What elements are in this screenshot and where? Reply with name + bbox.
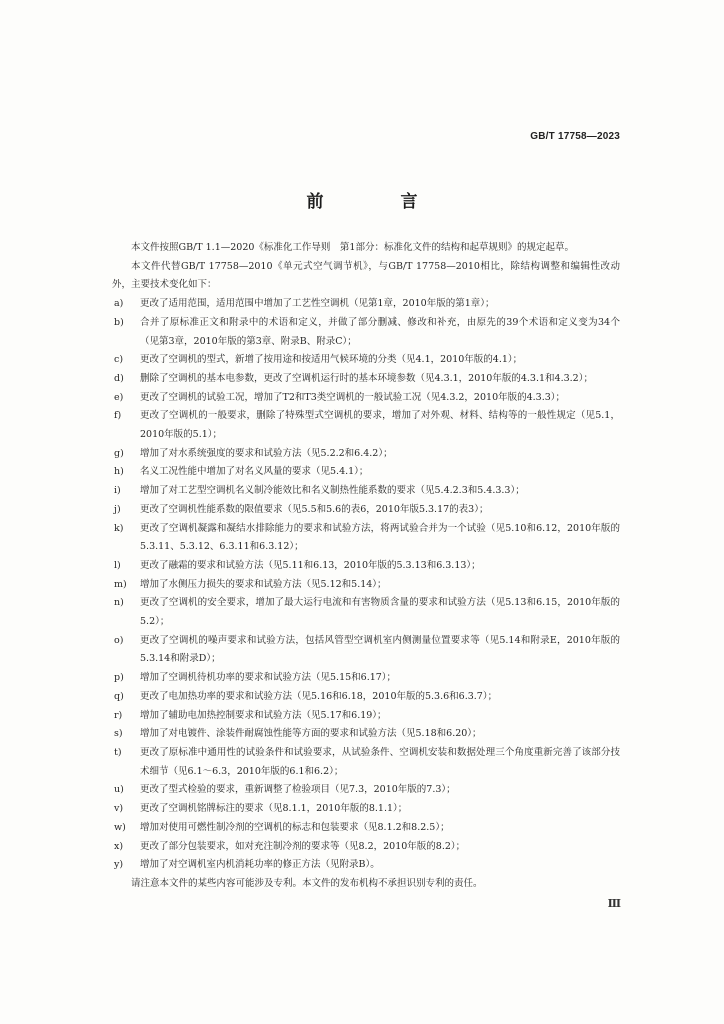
closing-paragraph: 请注意本文件的某些内容可能涉及专利。本文件的发布机构不承担识别专利的责任。 — [131, 877, 483, 889]
list-item-text: 更改了融霜的要求和试验方法（见5.11和6.13，2010年版的5.3.13和6.3.13）； — [140, 559, 481, 571]
list-item-text: 更改了原标准中通用性的试验条件和试验要求，从试验条件、空调机安装和数据处理三个角度重新完善了该部分技术细节（见6.1～6.3，2010年版的6.1和6.2）； — [140, 746, 620, 777]
list-item — [112, 725, 620, 744]
changes-list — [112, 295, 620, 875]
list-item — [112, 482, 620, 501]
list-item-label: r) — [114, 709, 123, 721]
page-title: 前 言 — [306, 192, 448, 212]
list-item-label: s) — [114, 728, 123, 740]
list-item-label: h) — [114, 466, 124, 478]
list-item-text: 更改了空调机性能系数的限值要求（见5.5和5.6的表6，2010年版5.3.17的表3）； — [140, 503, 489, 515]
list-item-label: u) — [114, 784, 124, 796]
list-item — [112, 501, 620, 520]
list-item-text: 增加对使用可燃性制冷剂的空调机的标志和包装要求（见8.1.2和8.2.5）； — [140, 821, 450, 833]
list-item — [112, 800, 620, 819]
list-item — [112, 407, 620, 444]
foreword-body — [112, 239, 620, 894]
standard-code: GB/T 17758—2023 — [530, 131, 620, 142]
list-item — [112, 781, 620, 800]
list-item-text: 增加了对工艺型空调机名义制冷能效比和名义制热性能系数的要求（见5.4.2.3和5.4.3.3）； — [140, 485, 525, 497]
list-item — [112, 594, 620, 631]
list-item-text: 更改了空调机的安全要求，增加了最大运行电流和有害物质含量的要求和试验方法（见5.13和6.15，2010年版的5.2）； — [140, 597, 620, 628]
list-item-text: 更改了空调机的型式，新增了按用途和按适用气候环境的分类（见4.1，2010年版的4.1）； — [140, 354, 523, 366]
list-item — [112, 295, 620, 314]
list-item — [112, 557, 620, 576]
list-item-label: p) — [114, 672, 124, 684]
list-item-text: 增加了对电镀件、涂装件耐腐蚀性能等方面的要求和试验方法（见5.18和6.20）； — [140, 728, 482, 740]
list-item-label: n) — [114, 597, 124, 609]
list-item-text: 更改了部分包装要求，如对充注制冷剂的要求等（见8.2，2010年版的8.2）； — [140, 840, 466, 852]
intro-paragraph-2: 本文件代替GB/T 17758—2010《单元式空气调节机》，与GB/T 17758—2010相比，除结构调整和编辑性改动外，主要技术变化如下： — [112, 260, 620, 291]
list-item-text: 更改了适用范围，适用范围中增加了工艺性空调机（见第1章，2010年版的第1章）； — [140, 298, 495, 310]
list-item-text: 更改了空调机的一般要求，删除了特殊型式空调机的要求，增加了对外观、材料、结构等的一般性规定（见5.1，2010年版的5.1）； — [140, 410, 620, 441]
list-item-label: t) — [114, 746, 122, 758]
list-item-text: 删除了空调机的基本电参数，更改了空调机运行时的基本环境参数（见4.3.1，2010年版的4.3.1和4.3.2）； — [140, 372, 593, 384]
list-item-label: v) — [114, 803, 124, 815]
list-item — [112, 856, 620, 875]
list-item-label: w) — [114, 821, 126, 833]
list-item — [112, 669, 620, 688]
list-item — [112, 819, 620, 838]
list-item-label: m) — [114, 578, 127, 590]
list-item-label: b) — [114, 316, 124, 328]
list-item-text: 合并了原标准正文和附录中的术语和定义，并做了部分删减、修改和补充，由原先的39个术语和定义变为34个（见第3章，2010年版的第3章、附录B、附录C）； — [140, 316, 620, 347]
list-item-label: i) — [114, 485, 121, 497]
list-item — [112, 576, 620, 595]
list-item-label: g) — [114, 447, 124, 459]
list-item-label: q) — [114, 690, 124, 702]
list-item-text: 更改了空调机凝露和凝结水排除能力的要求和试验方法，将两试验合并为一个试验（见5.10和6.12，2010年版的5.3.11、5.3.12、6.3.11和6.3.12）； — [140, 522, 620, 553]
list-item-label: a) — [114, 298, 124, 310]
list-item — [112, 370, 620, 389]
list-item-text: 更改了空调机铭牌标注的要求（见8.1.1，2010年版的8.1.1）； — [140, 803, 408, 815]
intro-paragraph-1: 本文件按照GB/T 1.1—2020《标准化工作导则 第1部分：标准化文件的结构和起草规则》的规定起草。 — [131, 242, 574, 253]
list-item-text: 增加了辅助电加热控制要求和试验方法（见5.17和6.19）； — [140, 709, 387, 721]
list-item-label: j) — [114, 503, 121, 515]
list-item — [112, 707, 620, 726]
list-item-label: d) — [114, 372, 124, 384]
list-item-text: 增加了水侧压力损失的要求和试验方法（见5.12和5.14）； — [140, 578, 387, 590]
list-item-text: 名义工况性能中增加了对名义风量的要求（见5.4.1）； — [140, 466, 369, 478]
page-number: Ⅲ — [607, 897, 621, 910]
list-item — [112, 463, 620, 482]
list-item-label: c) — [114, 354, 124, 366]
list-item-label: k) — [114, 522, 124, 534]
list-item — [112, 314, 620, 351]
list-item-label: l) — [114, 559, 121, 571]
list-item-text: 增加了对空调机室内机消耗功率的修正方法（见附录B）。 — [140, 859, 380, 871]
list-item — [112, 838, 620, 857]
list-item-label: f) — [114, 410, 122, 422]
list-item — [112, 632, 620, 669]
list-item-text: 更改了空调机的试验工况，增加了T2和T3类空调机的一般试验工况（见4.3.2，2010年版的4.3.3）； — [140, 391, 566, 403]
list-item-label: e) — [114, 391, 124, 403]
list-item-text: 更改了型式检验的要求，重新调整了检验项目（见7.3，2010年版的7.3）； — [140, 784, 456, 796]
list-item — [112, 389, 620, 408]
list-item-label: o) — [114, 634, 124, 646]
list-item-text: 更改了空调机的噪声要求和试验方法，包括风管型空调机室内侧测量位置要求等（见5.14和附录E，2010年版的5.3.14和附录D）； — [140, 634, 620, 665]
list-item — [112, 744, 620, 781]
list-item-text: 更改了电加热功率的要求和试验方法（见5.16和6.18，2010年版的5.3.6和6.3.7）； — [140, 690, 498, 702]
list-item — [112, 445, 620, 464]
list-item — [112, 351, 620, 370]
list-item-label: x) — [114, 840, 124, 852]
list-item — [112, 688, 620, 707]
list-item-text: 增加了空调机待机功率的要求和试验方法（见5.15和6.17）； — [140, 672, 397, 684]
list-item — [112, 520, 620, 557]
list-item-label: y) — [114, 859, 124, 871]
list-item-text: 增加了对水系统强度的要求和试验方法（见5.2.2和6.4.2）； — [140, 447, 393, 459]
